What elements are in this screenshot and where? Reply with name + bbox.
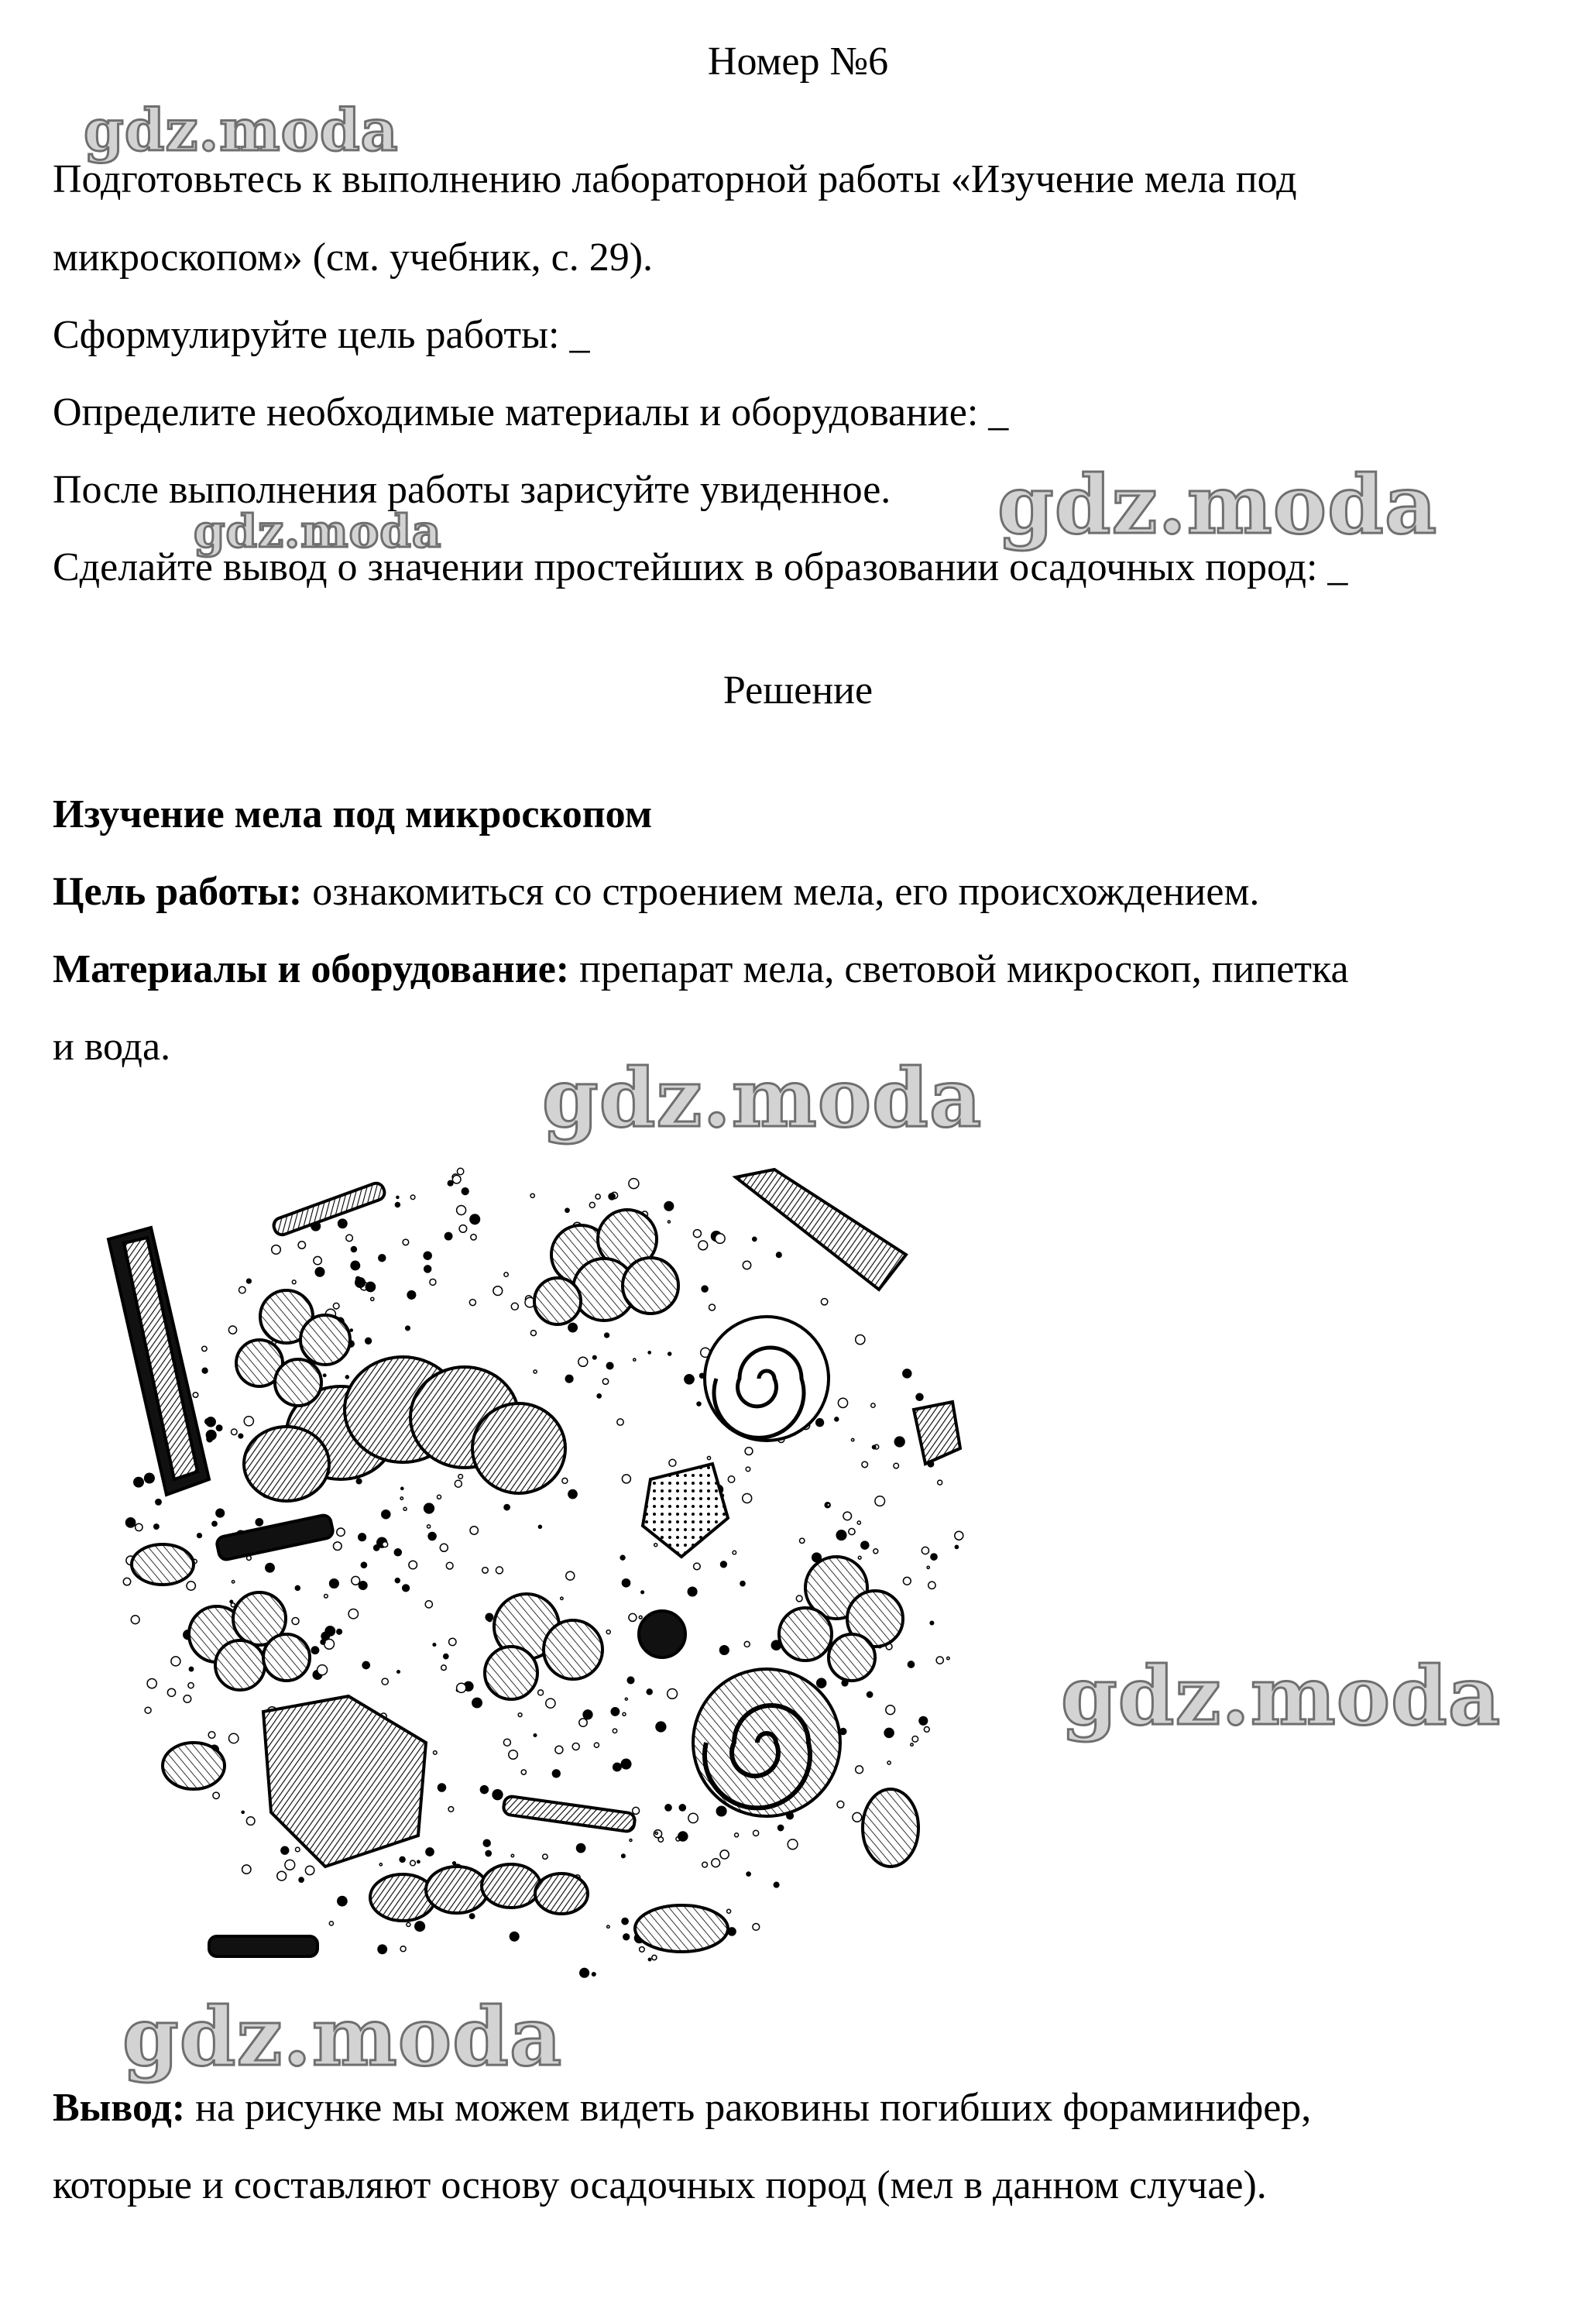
solution-title-text: Изучение мела под микроскопом (53, 792, 653, 836)
watermark-4: gdz.moda (542, 1050, 983, 1145)
goal-line (53, 869, 1259, 915)
materials-label: Материалы и оборудование: (53, 947, 570, 991)
materials-line (53, 946, 1349, 993)
task-line-5: После выполнения работы зарисуйте увиденное. (53, 468, 891, 512)
goal-text: ознакомиться со строением мела, его происхождением. (302, 870, 1260, 914)
watermark-1: gdz.moda (84, 98, 399, 164)
materials-line-2: и вода. (53, 1025, 171, 1069)
conclusion-line-2: которые и составляют основу осадочных пород (мел в данном случае). (53, 2163, 1267, 2207)
watermark-2: gdz.moda (997, 457, 1438, 552)
task-line-4: Определите необходимые материалы и оборудование: _ (53, 390, 1009, 434)
goal-label: Цель работы: (53, 870, 303, 914)
conclusion-label: Вывод: (53, 2086, 186, 2130)
task-line-3: Сформулируйте цель работы: _ (53, 313, 590, 357)
task-line-2: микроскопом» (см. учебник, с. 29). (53, 235, 654, 280)
foraminifera-shells (108, 1170, 960, 1956)
watermark-3: gdz.moda (194, 505, 442, 558)
materials-text: препарат мела, световой микроскоп, пипетка (569, 947, 1349, 991)
conclusion-line (53, 2085, 1311, 2131)
watermark-5: gdz.moda (1061, 1648, 1502, 1743)
solution-heading: Решение (722, 668, 874, 713)
task-line-1: Подготовьтесь к выполнению лабораторной работы «Изучение мела под (53, 157, 1297, 201)
solution-title (53, 792, 652, 838)
watermark-6: gdz.moda (122, 1989, 563, 2084)
task-line-6: Сделайте вывод о значении простейших в образовании осадочных пород: _ (53, 545, 1348, 589)
page-title: Номер №6 (707, 39, 889, 84)
conclusion-text: на рисунке мы можем видеть раковины погибших фораминифер, (185, 2086, 1312, 2130)
chalk-microscope-drawing (93, 1154, 1007, 1998)
